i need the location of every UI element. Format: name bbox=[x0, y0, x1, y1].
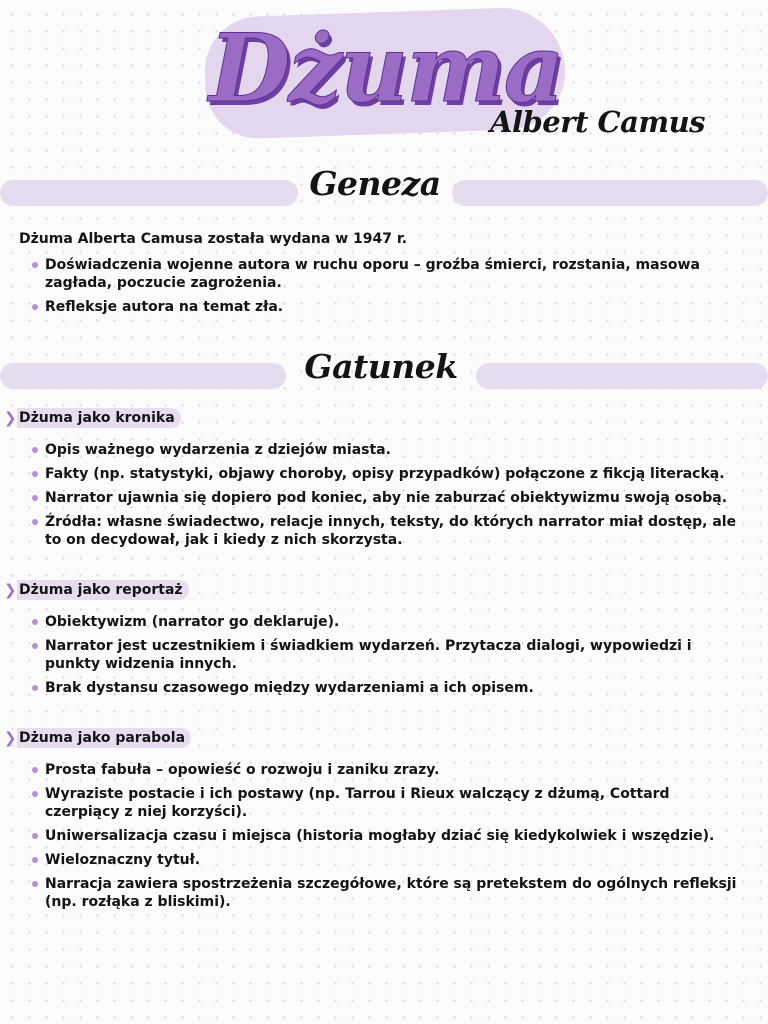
header-bar-right bbox=[476, 363, 768, 389]
reportaz-list bbox=[32, 613, 744, 703]
subsection-label: Dżuma jako kronika bbox=[17, 408, 181, 428]
list-item: Uniwersalizacja czasu i miejsca (historia mogłaby dziać się kiedykolwiek i wszędzie). bbox=[32, 827, 744, 845]
list-item: Doświadczenia wojenne autora w ruchu oporu – groźba śmierci, rozstania, masowa zagłada, poczucie zagrożenia. bbox=[32, 256, 744, 292]
list-item: Wyraziste postacie i ich postawy (np. Tarrou i Rieux walczący z dżumą, Cottard czerpiący z niej korzyści). bbox=[32, 785, 744, 821]
header-bar-right bbox=[452, 180, 768, 206]
list-item: Fakty (np. statystyki, objawy choroby, opisy przypadków) połączone z fikcją literacką. bbox=[32, 465, 744, 483]
kronika-list bbox=[32, 441, 744, 555]
section-header-gatunek bbox=[0, 347, 768, 395]
header-bar-left bbox=[0, 180, 298, 206]
list-item: Źródła: własne świadectwo, relacje innych, teksty, do których narrator miał dostęp, ale to on decydował, jak i kiedy z nich skorzysta. bbox=[32, 513, 744, 549]
list-item: Narrator ujawnia się dopiero pod koniec, aby nie zaburzać obiektywizmu swoją osobą. bbox=[32, 489, 744, 507]
section-header-geneza bbox=[0, 164, 768, 212]
list-item: Narrator jest uczestnikiem i świadkiem wydarzeń. Przytacza dialogi, wypowiedzi i punkty widzenia innych. bbox=[32, 637, 744, 673]
subsection-label: Dżuma jako parabola bbox=[17, 728, 191, 748]
list-item: Refleksje autora na temat zła. bbox=[32, 298, 744, 316]
section-title-gatunek: Gatunek bbox=[304, 347, 458, 386]
header-bar-left bbox=[0, 363, 286, 389]
list-item: Prosta fabuła – opowieść o rozwoju i zaniku zrazy. bbox=[32, 761, 744, 779]
list-item: Obiektywizm (narrator go deklaruje). bbox=[32, 613, 744, 631]
parabola-list bbox=[32, 761, 744, 917]
chevron-right-icon: ❯ bbox=[4, 729, 17, 747]
list-item: Narracja zawiera spostrzeżenia szczegółowe, które są pretekstem do ogólnych refleksji (np. rozłąka z bliskimi). bbox=[32, 875, 744, 911]
page-title: Dżuma bbox=[209, 14, 563, 124]
subsection-label: Dżuma jako reportaż bbox=[17, 580, 189, 600]
list-item: Opis ważnego wydarzenia z dziejów miasta. bbox=[32, 441, 744, 459]
list-item: Brak dystansu czasowego między wydarzeniami a ich opisem. bbox=[32, 679, 744, 697]
chevron-right-icon: ❯ bbox=[4, 581, 17, 599]
geneza-intro: Dżuma Alberta Camusa została wydana w 1947 r. bbox=[19, 231, 408, 247]
author-name: Albert Camus bbox=[490, 105, 705, 139]
geneza-list bbox=[32, 256, 744, 322]
chevron-right-icon: ❯ bbox=[4, 409, 17, 427]
section-title-geneza: Geneza bbox=[309, 164, 441, 203]
list-item: Wieloznaczny tytuł. bbox=[32, 851, 744, 869]
